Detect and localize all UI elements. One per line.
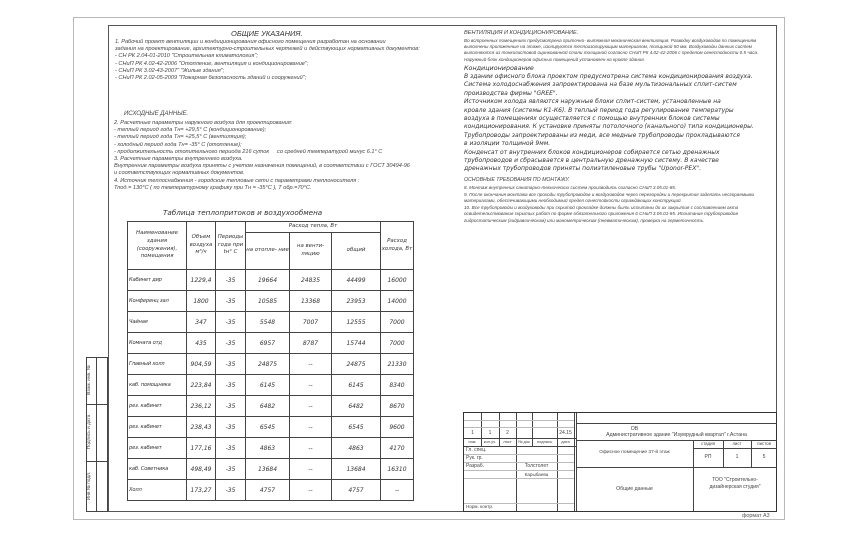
cell-cooling: 4170 [381, 438, 414, 459]
object-name: Офисное помещение 37-й этаж [599, 450, 670, 455]
sheets-value: 5 [762, 454, 766, 460]
installation-line: материалами, обеспечивающими необходимый предел огнестойкости ограждающих конструкций. [464, 198, 682, 204]
header-cooling: Расход холода, Вт [381, 222, 414, 270]
cell-total: 4863 [332, 438, 381, 459]
cell-cooling: 8340 [381, 375, 414, 396]
rev-value: 1 [488, 430, 492, 436]
cell-volume: 435 [187, 333, 216, 354]
cell-period: -35 [216, 438, 246, 459]
cell-ventilation: -- [290, 438, 332, 459]
cell-heating: 6545 [246, 417, 290, 438]
cell-volume: 236,12 [187, 396, 216, 417]
general-note-line: - СНиП РК 2.02-05-2009 "Пожарная безопасность зданий и сооружений"; [115, 74, 307, 81]
header-heating: на отопле- ние [246, 233, 290, 270]
initial-data-line: - продолжительность отопительного периода 216 суток [114, 148, 270, 155]
cell-period: -35 [216, 417, 246, 438]
conditioning-line: в изоляции толщиной 9мм. [464, 140, 551, 148]
person-name: Карыбаева [524, 472, 549, 477]
cell-ventilation: -- [290, 417, 332, 438]
ventilation-line: выполнены проложенные на этаже, изолируются теплоизолирующим материалом, толщиной 50 мм. Воздуховоды данных систем [464, 44, 752, 50]
general-note-line: - СН РК 2.04-01-2010 "Строительная климатология"; [115, 53, 258, 60]
initial-data [114, 120, 410, 192]
header-name: Наименование здания (сооружения), помещения [128, 222, 187, 270]
cell-name: рез. кабинет [128, 396, 187, 417]
cell-period: -35 [216, 291, 246, 312]
installation-line: 10. Все трубопроводы и воздуховоды при скрытой прокладке должны быть испытаны до их закрытия с составлением акта [464, 204, 739, 210]
installation-line: 8. Монтаж внутренних санитарно-технических систем производить согласно СНиП 3.05.01-85. [464, 185, 677, 190]
heat-table [127, 221, 414, 501]
rev-value: 24.15 [559, 430, 572, 436]
cell-name: каб. Советника [128, 459, 187, 480]
conditioning-line: Конденсат от внутренних блоков кондиционеров собирается сетью дренажных [464, 148, 720, 156]
initial-data-line: 4. Источник теплоснабжения - городские тепловые сети с параметрами теплоносителя : [114, 177, 360, 184]
cell-volume: 223,84 [187, 375, 216, 396]
general-note-line: - СНиП РК 4.02-42-2006 "Отопление, вентиляция и кондиционирование"; [115, 60, 309, 67]
cell-ventilation: 8787 [290, 333, 332, 354]
cell-period: -35 [216, 459, 246, 480]
cell-period: -35 [216, 396, 246, 417]
replacement-inventory-label: Взам. инв. № [87, 365, 92, 395]
initial-data-duration-row [114, 149, 410, 156]
cell-volume: 1800 [187, 291, 216, 312]
initial-data-line: - теплый период года Тн= +29,5° С (кондиционирование); [114, 127, 267, 134]
cell-cooling: 14000 [381, 291, 414, 312]
header-total: общий [332, 233, 381, 270]
cell-heating: 5548 [246, 312, 290, 333]
cell-cooling: 7000 [381, 333, 414, 354]
cell-ventilation: -- [290, 480, 332, 501]
header-heat-group: Расход тепла, Вт [246, 222, 381, 233]
cell-ventilation: 24835 [290, 270, 332, 291]
role-label: Рук. гр. [466, 455, 483, 461]
cell-name: Комната отд [128, 333, 187, 354]
initial-data-line: 2. Расчетные параметры наружного воздуха для проектирования: [114, 120, 293, 126]
rev-value: 2 [506, 430, 509, 436]
initial-data-line: 3. Расчетные параметры внутреннего воздуха. [114, 155, 243, 162]
table-row [128, 270, 414, 291]
company-name: ТОО "Строительно- дизайнерская студия" [709, 477, 761, 490]
cell-volume: 1229,4 [187, 270, 216, 291]
conditioning-line: дренажных трубопроводов приняты полиэтиленовые трубы "Uponor-PEX". [464, 165, 701, 173]
rev-header: лист [503, 439, 512, 444]
table-row [128, 417, 414, 438]
cell-cooling: 21330 [381, 354, 414, 375]
cell-period: -35 [216, 480, 246, 501]
cell-volume: 238,43 [187, 417, 216, 438]
conditioning-line: кондиционирования. К установке приняты потолочного (канального) типа кондиционеры. [464, 123, 754, 131]
project-name: Административное здание "Изумрудный квартал" г.Астана [606, 432, 747, 438]
conditioning-line: кровле здания (системы К1-К6). В теплый период года регулирование температуры [464, 106, 734, 114]
cell-heating: 4757 [246, 480, 290, 501]
rev-header: кол.уч. [483, 439, 497, 444]
signature-date-label: Подпись и дата [87, 414, 92, 450]
cell-period: -35 [216, 312, 246, 333]
conditioning-line: Источником холода являются наружные блоки сплит-систем, установленные на [464, 98, 721, 106]
conditioning-line: Система холодоснабжения запроектирована на базе мультизональных сплит-систем [464, 81, 737, 89]
cell-heating: 6482 [246, 396, 290, 417]
conditioning-line: трубопроводов и сбрасывается в центральную дренажную систему. В качестве [464, 156, 719, 164]
cell-name: Холл [128, 480, 187, 501]
role-label: Разраб. [466, 463, 485, 469]
avg-temp-note: со средней температурой минус 6.1° С [277, 148, 383, 155]
heat-table-title: Таблица теплопритоков и воздухообмена [163, 208, 323, 217]
conditioning-title: Кондиционирование [464, 64, 534, 72]
general-note-line: 1. Рабочий проект вентиляции и кондиционирования офисного помещения разработан на основании [115, 39, 386, 45]
table-row [128, 396, 414, 417]
cell-volume: 498,49 [187, 459, 216, 480]
installation-title: ОСНОВНЫЕ ТРЕБОВАНИЯ ПО МОНТАЖУ. [464, 177, 570, 183]
cell-ventilation: 13368 [290, 291, 332, 312]
conditioning-line: воздуха в помещениях осуществляется с помощью внутренних блоков системы [464, 114, 720, 122]
table-row [128, 480, 414, 501]
cell-name: Кабинет дир [128, 270, 187, 291]
ventilation-line: Наружный блок кондиционеров офисных помещений установлен на кровле здания. [464, 56, 645, 62]
cell-cooling: 7000 [381, 312, 414, 333]
cell-total: 13684 [332, 459, 381, 480]
cell-volume: 347 [187, 312, 216, 333]
general-notes-title: ОБЩИЕ УКАЗАНИЯ. [231, 29, 303, 38]
header-volume: Объем воздуха м³/ч [187, 222, 216, 270]
table-row [128, 438, 414, 459]
rev-value: 1 [471, 430, 474, 436]
cell-name: Главный холл [128, 354, 187, 375]
table-row [128, 459, 414, 480]
cell-ventilation: -- [290, 354, 332, 375]
original-inventory-label: Инв № подл. [87, 471, 92, 501]
role-label: Гл. спец. [466, 447, 487, 453]
cell-total: 44499 [332, 270, 381, 291]
rev-header: № док [518, 439, 530, 444]
cell-heating: 13684 [246, 459, 290, 480]
initial-data-title: ИСХОДНЫЕ ДАННЫЕ. [124, 111, 189, 117]
cell-ventilation: -- [290, 459, 332, 480]
cell-name: Чайная [128, 312, 187, 333]
rev-header: подпись [536, 439, 553, 444]
cell-total: 23953 [332, 291, 381, 312]
cell-heating: 10585 [246, 291, 290, 312]
table-row [128, 291, 414, 312]
cell-ventilation: -- [290, 396, 332, 417]
cell-period: -35 [216, 375, 246, 396]
ventilation-line: выполняются из тонколистовой оцинкованной стали толщиной согласно СНиП РК 4.02-42-2006 с пределом огнестойкости 0.5 часа. [464, 50, 759, 56]
role-label: Норм. контр. [466, 504, 494, 509]
table-row [128, 312, 414, 333]
cell-period: -35 [216, 270, 246, 291]
cell-period: -35 [216, 354, 246, 375]
cell-total: 4757 [332, 480, 381, 501]
side-stamp [86, 357, 108, 512]
sheet-title: Общие данные [616, 486, 653, 492]
sheet-value: 1 [735, 454, 739, 460]
cell-total: 15744 [332, 333, 381, 354]
general-notes [115, 39, 420, 82]
cell-heating: 19664 [246, 270, 290, 291]
cell-total: 12555 [332, 312, 381, 333]
cell-name: рез. кабинет [128, 417, 187, 438]
stage-value: РП [704, 454, 712, 460]
cell-heating: 6145 [246, 375, 290, 396]
cell-cooling: 16310 [381, 459, 414, 480]
cell-volume: 173,27 [187, 480, 216, 501]
cell-name: Конференц зал [128, 291, 187, 312]
cell-heating: 4863 [246, 438, 290, 459]
cell-heating: 24875 [246, 354, 290, 375]
conditioning-line: В здании офисного блока проектом предусмотрена система кондиционирования воздуха. [464, 73, 753, 80]
conditioning-line: производства фирмы "GREE". [464, 89, 558, 97]
general-note-line: - СНиП РК 3.02-43-2007" "Жилые здания"; [115, 67, 225, 74]
cell-cooling: -- [381, 480, 414, 501]
cell-total: 24875 [332, 354, 381, 375]
initial-data-line: - холодный период года Тн= -35° С (отопление); [114, 141, 242, 148]
cell-period: -35 [216, 333, 246, 354]
person-name: Толстолет [524, 463, 549, 469]
initial-data-line: Внутренние параметры воздуха приняты с учетом назначения помещений, в соответствии с ГОСТ 30494-96 [114, 163, 410, 170]
sheet-format: формат А3 [742, 513, 770, 519]
cell-name: каб. помощника [128, 375, 187, 396]
header-period: Периоды года при tн° С [216, 222, 246, 270]
cell-ventilation: 7007 [290, 312, 332, 333]
cell-total: 6145 [332, 375, 381, 396]
cell-cooling: 16000 [381, 270, 414, 291]
ventilation-title: ВЕНТИЛЯЦИЯ И КОНДИЦИОНИРОВАНИЕ. [464, 30, 579, 36]
drawing-code: ОВ [630, 426, 639, 432]
general-note-line: задания на проектирование, архитектурно-строительных чертежей и действующих нормативных документов: [115, 46, 420, 53]
stage-label: стадия [701, 441, 715, 446]
sheets-label: листов [757, 441, 771, 446]
rev-header: дата [561, 439, 570, 444]
installation-line: освидетельствования скрытых работ по форме обязательного приложения 6 СНиП 3.05.01-85. Испытание трубопроводов [464, 211, 738, 217]
cell-ventilation: -- [290, 375, 332, 396]
cell-volume: 904,59 [187, 354, 216, 375]
installation-line: 9. После окончания монтажа все проходы трубопроводов и воздуховодов через перегородки и перекрытия заделать несгораемыми [464, 191, 755, 197]
cell-name: рез. кабинет [128, 438, 187, 459]
initial-data-line: - теплый период года Тн= +25,5° С (вентиляция); [114, 134, 247, 141]
cell-volume: 177,16 [187, 438, 216, 459]
cell-total: 6545 [332, 417, 381, 438]
table-row [128, 354, 414, 375]
cell-cooling: 9600 [381, 417, 414, 438]
installation-line: гидростатическим (гидравлическим) или манометрическим (пневматическим), проверка на герметичность. [464, 217, 705, 223]
table-row [128, 333, 414, 354]
cell-total: 6482 [332, 396, 381, 417]
header-ventilation: на венти- ляцию [290, 233, 332, 270]
table-row [128, 375, 414, 396]
initial-data-line: и соответствующих нормативных документов. [114, 170, 245, 177]
sheet-label: лист [732, 441, 742, 446]
ventilation-line: Во встроенных помещениях предусмотрена приточно- вытяжная механическая вентиляция. Разводку воздуховодов по помещениям [464, 38, 757, 43]
conditioning-line: Трубопроводы запроектированы из меди, все медные трубопроводы прокладываются [464, 131, 740, 139]
rev-header: изм. [468, 439, 477, 444]
ventilation-text [464, 38, 758, 63]
cell-heating: 6957 [246, 333, 290, 354]
conditioning-text [464, 73, 754, 174]
title-block [463, 412, 777, 512]
installation-text [464, 185, 754, 225]
initial-data-line: Тпод.= 130°С ( по температурному графику при Тн = -35°С ), Т обр.=70°С. [114, 184, 312, 191]
cell-cooling: 8670 [381, 396, 414, 417]
